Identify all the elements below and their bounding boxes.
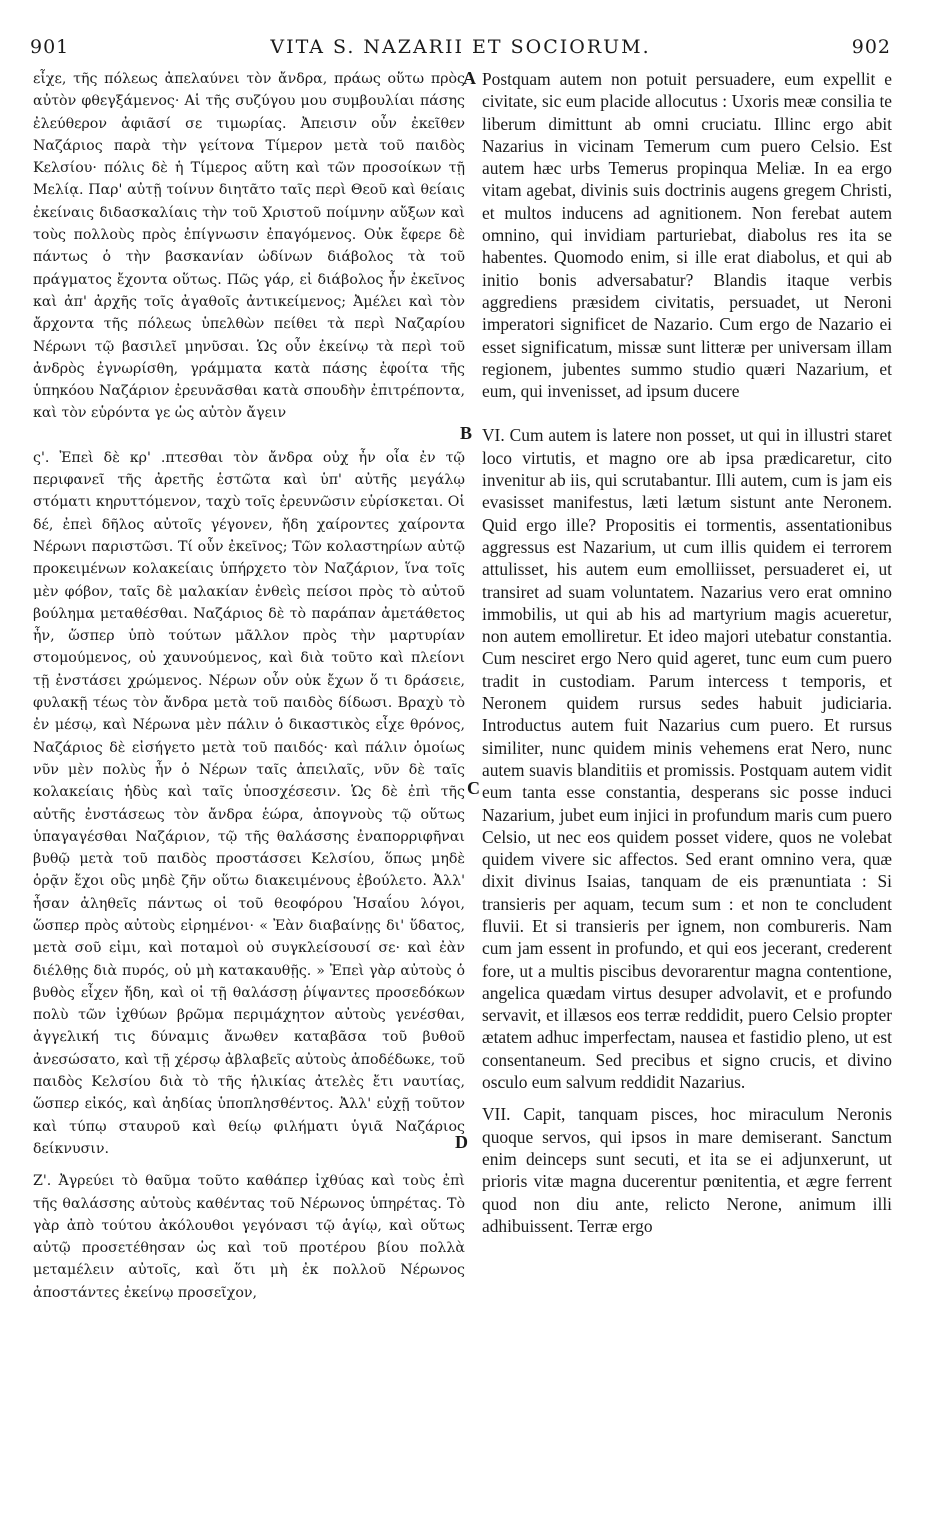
- margin-letter-d: D: [455, 1132, 468, 1152]
- latin-column: [482, 68, 892, 1528]
- greek-text: Ἀγρεύει τὸ θαῦμα τοῦτο καθάπερ ἰχθύας καὶ τοὺς ἐπὶ τῆς θαλάσσης αὐτοὺς καθέντας τοῦ Νέρωνος ὑπηρέτας. Τὸ γὰρ ἀπὸ τούτου ἀκόλουθοι γεγόνασι τῷ ἁγίῳ, καὶ οὕτως αὐτῷ προσετέθησαν ὡς καὶ τοῦ προτέρου βίου πολλὰ μεταμέλειν αὐτοῖς, καὶ ὅτι μὴ ἐκ πολλοῦ Νέρωνος ἀποστάντες ἐκείνῳ προσεῖχον,: [33, 1173, 465, 1301]
- greek-paragraph-7: [33, 1170, 465, 1304]
- section-number: VI.: [482, 425, 505, 446]
- latin-text: Cum autem is latere non posset, ut qui in illustri staret loco virtutis, et magno ore ab ipsa prædicaretur, cito invenitur ab iis, qui scrutabantur. Illi autem, cum is jam eis evasisset manifestus, læti lætum sistunt ante Neronem. Quid ergo ille? Propositis ei tormentis, assentationibus aggressus est Nazarium, ut cum illis quidem ei terrorem attulisset, his autem eum emolliisset, persuaderet ei, ut transiret ad suam voluntatem. Nazarius vero erat omnino immobilis, ut qui ab his ad martyrium magis acueretur, non autem emolliretur. Et ideo majori utebatur constantia. Cum nesciret ergo Nero quid ageret, tunc eum cum puero tradit in custodiam. Parum intercess t temporis, et Neronem quidem rursus sedes habuit judiciaria. Introductus autem fuit Nazarius cum puero. Et rursus similiter, nunc quidem minis vehemens erat Nero, nunc autem suavis blanditiis et promissis. Postquam autem vidit eum tanta esse constantia, desperans sic posse induci Nazarium, jubet eum injici in profundum maris cum puero Celsio, ut nec eos quidem posset videre, quos ne volebat quidem vivere sic affectos. Sed erant omnino vera, quæ dixit divinus Isaias, tanquam de eis prænuntiata : Si transieris per aquam, tecum sum : et non te concludent fluvii. Et si transieris per ignem, non combureris. Nam cum jam essent in profundo, et qui eos jecerant, crederent fore, ut a multis piscibus devorarentur magna contentione, angelica quædam virtus desuper advolavit, et e profundo servavit, et illæsos eos terræ reddidit, puero Celsio propter ætatem adhuc imperfectam, nausea et fastidio pleno, ut est consentaneum. Sed precibus et signo crucis, et divino osculo eum salvum reddidit Nazarius.: [482, 425, 892, 1093]
- page-number-right: 902: [851, 36, 891, 58]
- greek-column: [33, 68, 465, 1528]
- margin-letter-a: A: [463, 68, 476, 88]
- latin-text: Capit, tanquam pisces, hoc miraculum Neronis quoque servos, qui ipsos in mare demiserant. Sanctum enim deinceps sunt secuti, et ita se ei adjunxerunt, ut prioris vitæ magna ducerentur pœnitentia, et ægre ferrent quod non diu ante, relicto Nerone, animum illi adhibuissent. Terræ ergo: [482, 1104, 892, 1236]
- running-header: [30, 36, 891, 68]
- greek-text: Ἐπεὶ δὲ κρ' .πτεσθαι τὸν ἄνδρα οὐχ ἦν οἷα ἐν τῷ περιφανεῖ τῆς ἀρετῆς ἑστῶτα καὶ ὑπ' αὐτῆς μεγάλῳ στόματι κηρυττόμενον, ταχὺ τοῖς ἐρευνῶσιν εὑρίσκεται. Οἱ δέ, ἐπεὶ δῆλος αὐτοῖς γέγονεν, ἤδη χαίροντες χαίροντα Νέρωνι παριστῶσι. Τί οὖν ἐκεῖνος; Τῶν κολαστηρίων αὐτῷ προκειμένων κολακείαις ὑπήρχετο τὸν Ναζάριον, ἵνα τοῖς μὲν φόβον, ταῖς δὲ μαλακίαν ἐνθεὶς πείσοι πρὸς τὸ αὐτοῦ βούλημα μεταθέσθαι. Ναζάριος δὲ τὸ παράπαν ἀμετάθετος ἦν, ὥσπερ ὑπὸ τούτων μᾶλλον πρὸς τὴν μαρτυρίαν στομούμενος, οὐ χαυνούμενος, καὶ διὰ τοῦτο καὶ πλείονι τῇ ἐνστάσει χρώμενος. Νέρων οὖν οὐκ ἔχων ὅ τι δράσειε, φυλακῇ τέως τὸν ἄνδρα μετὰ τοῦ παιδὸς δίδωσι. Βραχὺ τὸ ἐν μέσῳ, καὶ Νέρωνα μὲν πάλιν ὁ δικαστικὸς εἶχε θρόνος, Ναζάριος δὲ εἰσήγετο μετὰ τοῦ παιδός· καὶ πάλιν ὁμοίως νῦν μὲν πολὺς ἦν ὁ Νέρων ταῖς ἀπειλαῖς, νῦν δὲ ταῖς κολακείαις ἡδὺς καὶ ταῖς ὑποσχέσεσιν. Ὡς δὲ ἐπὶ τῆς αὐτῆς ἐνστάσεως τὸν ἄνδρα ἑώρα, ἀπογνοὺς τῷ οὕτως ὑπαγαγέσθαι Ναζάριον, τῷ τῆς θαλάσσης ἐναπορριφῆναι βυθῷ μετὰ τοῦ παιδὸς προστάσσει Κελσίου, ὅπως μηδὲ ὁρᾷν ἔχοι οὓς μηδὲ ζῆν οὕτω διακειμένους ἐβούλετο. Ἀλλ' ἦσαν ἀληθεῖς πάντως οἱ τοῦ θεοφόρου Ἡσαΐου λόγοι, ὥσπερ πρὸς αὐτοὺς εἰρημένοι· « Ἐὰν διαβαίνῃς δι' ὕδατος, μετὰ σοῦ εἰμι, καὶ ποταμοὶ οὐ συγκλείσουσί σε· καὶ ἐὰν διέλθῃς διὰ πυρός, οὐ μὴ κατακαυθῇς. » Ἐπεὶ γὰρ αὐτοὺς ὁ βυθὸς εἶχεν ἤδη, καὶ οἱ τῇ θαλάσσῃ ῥίψαντες προσεδόκων πολὺ τῶν ἰχθύων βρῶμα περιμάχητον αὐτοὺς γενέσθαι, ἀγγελική τις δύναμις ἄνωθεν καταβᾶσα τοῦ βυθοῦ ἀνεσώσατο, καὶ τῇ χέρσῳ ἀβλαβεῖς αὐτοὺς ἀποδέδωκε, τοῦ παιδὸς Κελσίου διὰ τὸ τῆς ἡλικίας ἀτελὲς ἔτι ναυτίας, ὥσπερ εἰκός, καὶ ἀηδίας ὑποπλησθέντος. Ἀλλ' εὐχῇ τοῦτον καὶ τύπῳ σταυροῦ καὶ θείῳ φιλήματι ὑγιᾶ Ναζάριος δείκνυσιν.: [33, 449, 465, 1157]
- section-number: Ζ'.: [33, 1173, 52, 1190]
- latin-paragraph-7: [482, 1103, 892, 1237]
- section-number: ς'.: [33, 449, 50, 466]
- greek-text: εἶχε, τῆς πόλεως ἀπελαύνει τὸν ἄνδρα, πράως οὕτω πρὸς αὐτὸν φθεγξάμενος· Αἱ τῆς συζύγου μου συμβουλίαι πάσης ἐλεύθερον ἀφιᾶσί σε τιμωρίας. Ἀπεισιν οὖν ἐκεῖθεν Ναζάριος παρὰ τὴν γείτονα Τίμερον μετὰ τοῦ παιδὸς Κελσίου· πόλις δὲ ἡ Τίμερος αὕτη καὶ τῶν προσοίκων τῇ Μελίᾳ. Παρ' αὐτῇ τοίνυν διητᾶτο ταῖς περὶ Θεοῦ καὶ θείαις ἐκείναις διδασκαλίαις τὴν τοῦ Χριστοῦ ποίμνην αὔξων καὶ τοὺς πολλοὺς πρὸς ἐπίγνωσιν ἐπαγόμενος. Οὐκ ἔφερε δὲ πάντως ὁ τὴν βασκανίαν ὠδίνων διάβολος τὰ τοῦ πράγματος ἔχοντα οὕτως. Πῶς γάρ, εἰ διάβολος ἦν ἐκεῖνος καὶ ἀπ' ἀρχῆς τοῖς ἀγαθοῖς ἀντικείμενος; Ἀμέλει καὶ τὸν ἄρχοντα τῆς πόλεως ὑπελθὼν πείθει τὰ περὶ Ναζαρίου Νέρωνι τῷ βασιλεῖ μηνῦσαι. Ὡς οὖν ἐκείνῳ τὰ περὶ τοῦ ἀνδρὸς ἐγνωρίσθη, γράμματα κατὰ πάσης ἐφοίτα τῆς ὑπηκόου Ναζάριον ἐρευνᾶσθαι κατὰ σπουδὴν ἐπιτρέποντα, καὶ τὸν εὑρόντα γε ὡς αὐτὸν ἄγειν: [33, 71, 465, 422]
- page-number-left: 901: [30, 36, 70, 58]
- latin-paragraph-1: [482, 68, 892, 402]
- greek-paragraph-1: [33, 68, 465, 425]
- latin-text: Postquam autem non potuit persuadere, eum expellit e civitate, sic eum placide allocutus : Uxoris meæ consilia te liberum dimittunt ab omni cruciatu. Illinc ergo abit Nazarius in vicinam Temerum cum puero Celsio. Est autem hæc urbs Temerus propinqua Meliæ. In ea ergo vitam agebat, divinis suis doctrinis augens gregem Christi, et multos inducens ad agnitionem. Non ferebat autem omnino, qui invidiam parturiebat, diabolus res ita se habentes. Quomodo enim, si ille erat diabolus, et qui ab initio bonis adversabatur? Blandis itaque verbis aggrediens præsidem civitatis, persuadet, ut Neroni imperatori significet de Nazario. Cum ergo de Nazario ei esset significatum, missæ sunt litteræ per universam illam regionem, jubentes summo studio quæri Nazarium, et eum, qui invenisset, ad ipsum ducere: [482, 69, 892, 402]
- margin-letter-b: B: [460, 423, 473, 443]
- latin-paragraph-6: [482, 424, 892, 1093]
- greek-paragraph-6: [33, 447, 465, 1161]
- section-number: VII.: [482, 1104, 511, 1125]
- running-title: VITA S. NAZARII ET SOCIORUM.: [270, 36, 651, 58]
- margin-letter-c: C: [467, 778, 480, 798]
